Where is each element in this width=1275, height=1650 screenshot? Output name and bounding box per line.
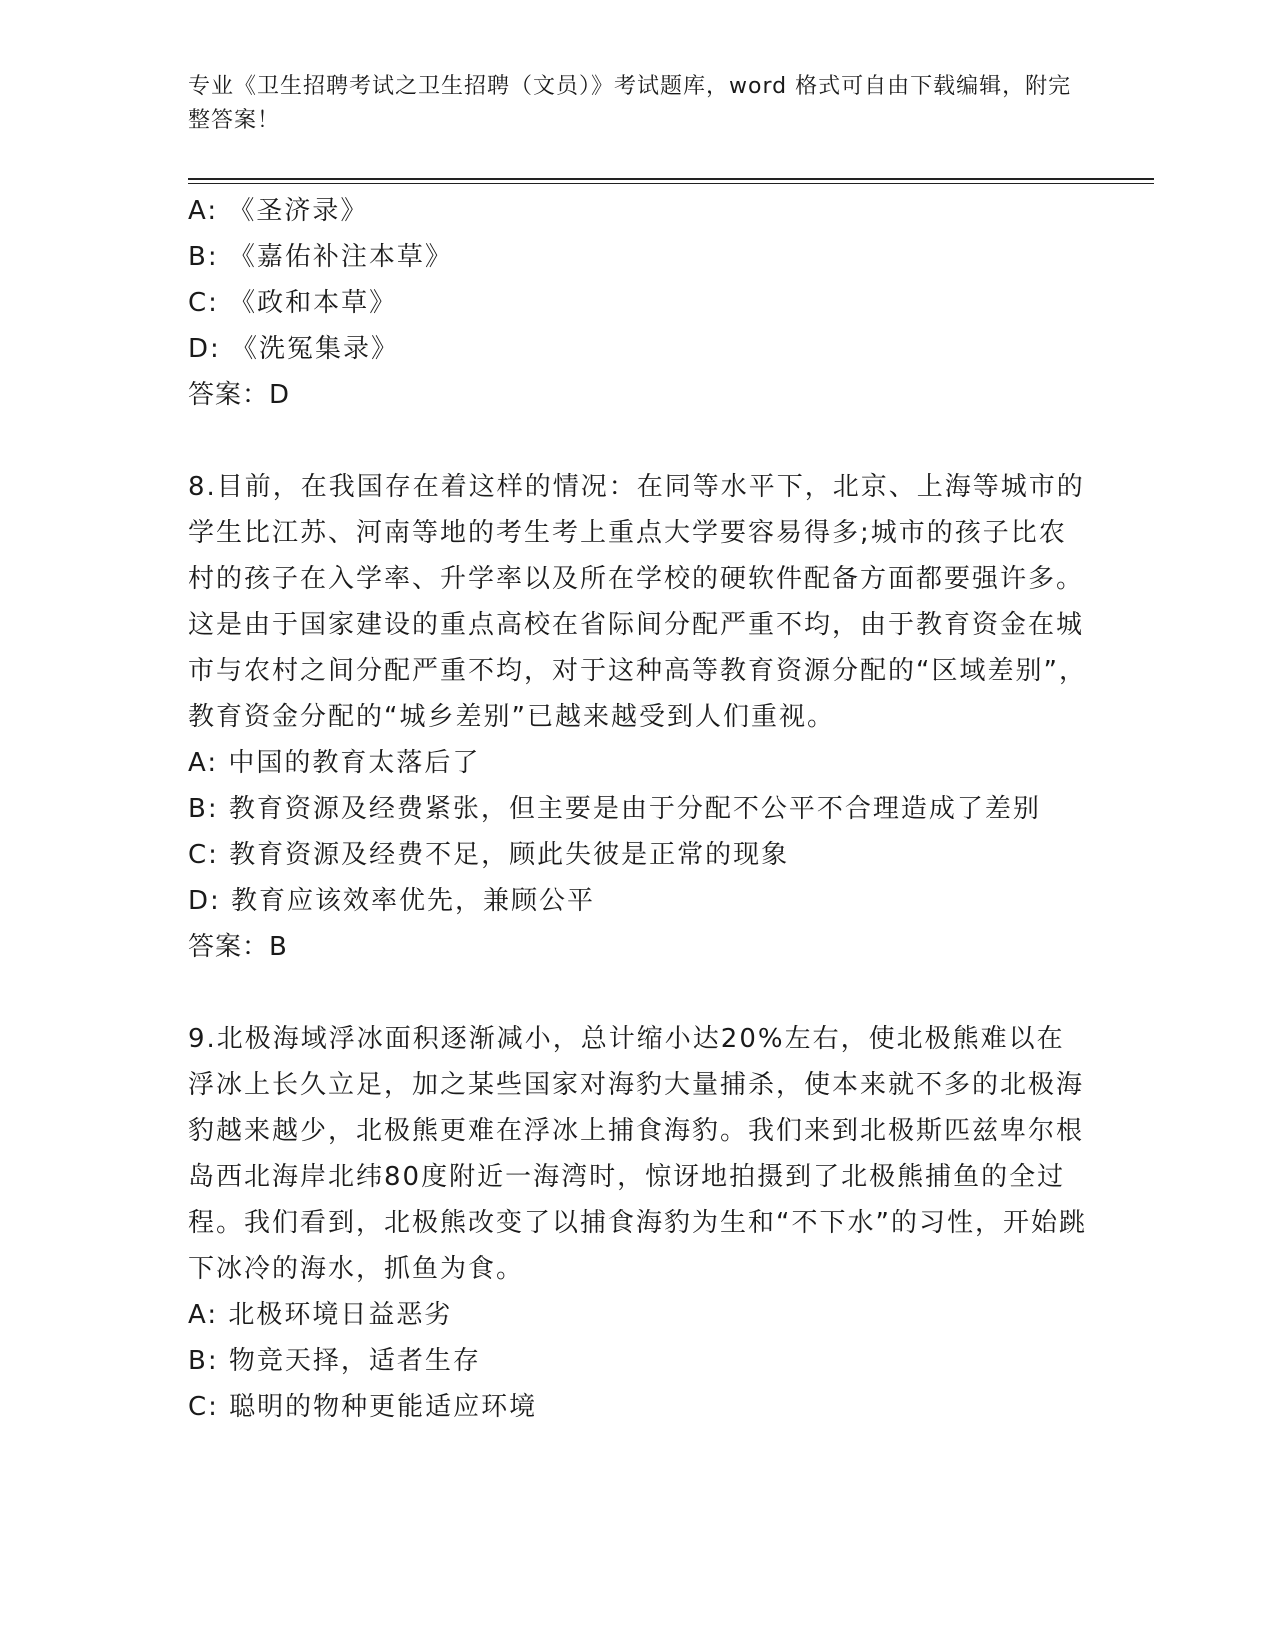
question-8-block <box>188 464 1088 970</box>
option-b: B: 《嘉佑补注本草》 <box>188 242 453 272</box>
header-divider-thick <box>188 178 1154 180</box>
option-c: C: 教育资源及经费不足，顾此失彼是正常的现象 <box>188 840 790 870</box>
answer: 答案：B <box>188 932 288 962</box>
question-content <box>188 188 1088 1430</box>
question-7-block <box>188 188 1088 418</box>
option-c: C: 《政和本草》 <box>188 288 398 318</box>
answer: 答案：D <box>188 380 291 410</box>
option-b: B: 物竞天择，适者生存 <box>188 1346 481 1376</box>
question-stem: 9.北极海域浮冰面积逐渐减小，总计缩小达20%左右，使北极熊难以在浮冰上长久立足，加之某些国家对海豹大量捕杀，使本来就不多的北极海豹越来越少，北极熊更难在浮冰上捕食海豹。我们来到北极斯匹兹卑尔根岛西北海岸北纬80度附近一海湾时，惊讶地拍摄到了北极熊捕鱼的全过程。我们看到，北极熊改变了以捕食海豹为生和“不下水”的习性，开始跳下冰冷的海水，抓鱼为食。 <box>188 1024 1087 1284</box>
option-d: D: 教育应该效率优先，兼顾公平 <box>188 886 596 916</box>
option-a: A: 北极环境日益恶劣 <box>188 1300 453 1330</box>
option-d: D: 《洗冤集录》 <box>188 334 400 364</box>
option-a: A: 中国的教育太落后了 <box>188 748 481 778</box>
spacer <box>188 418 1088 464</box>
question-9-block <box>188 1016 1088 1430</box>
spacer <box>188 970 1088 1016</box>
option-c: C: 聪明的物种更能适应环境 <box>188 1392 538 1422</box>
document-header: 专业《卫生招聘考试之卫生招聘（文员）》考试题库，word 格式可自由下载编辑，附完整答案！ <box>188 74 1072 133</box>
option-a: A: 《圣济录》 <box>188 196 369 226</box>
header-divider-thin <box>188 183 1154 184</box>
option-b: B: 教育资源及经费紧张，但主要是由于分配不公平不合理造成了差别 <box>188 794 1041 824</box>
question-stem: 8.目前，在我国存在着这样的情况：在同等水平下，北京、上海等城市的学生比江苏、河南等地的考生考上重点大学要容易得多;城市的孩子比农村的孩子在入学率、升学率以及所在学校的硬软件配备方面都要强许多。这是由于国家建设的重点高校在省际间分配严重不均，由于教育资金在城市与农村之间分配严重不均，对于这种高等教育资源分配的“区域差别”，教育资金分配的“城乡差别”已越来越受到人们重视。 <box>188 472 1087 732</box>
